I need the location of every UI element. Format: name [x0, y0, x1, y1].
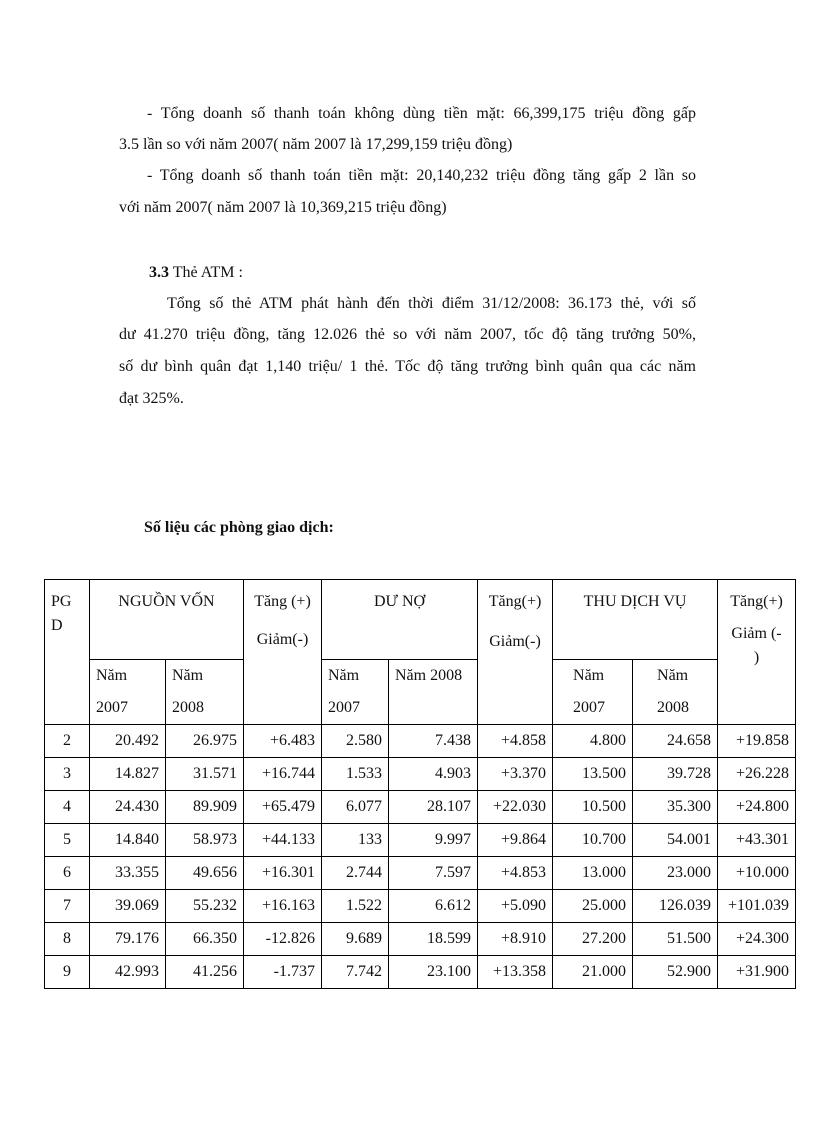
- cell-pgd: 4: [45, 791, 90, 824]
- cell-nv-2008: 31.571: [166, 758, 244, 791]
- paragraph-cash-line1: - Tổng doanh số thanh toán tiền mặt: 20,140,232 triệu đồng tăng gấp 2 lần so: [147, 167, 696, 184]
- cell-dn-change: +4.858: [478, 725, 553, 758]
- section-title: Thẻ ATM :: [172, 264, 243, 281]
- cell-dn-2008: 23.100: [389, 956, 478, 989]
- cell-dn-2008: 7.597: [389, 857, 478, 890]
- cell-dn-2007: 133: [322, 824, 389, 857]
- cell-dn-2007: 2.744: [322, 857, 389, 890]
- cell-pgd: 5: [45, 824, 90, 857]
- cell-nv-2008: 41.256: [166, 956, 244, 989]
- table-row: [45, 725, 796, 758]
- header-change-label-bottom: Giảm(-): [256, 631, 309, 648]
- subheader-nv-2007: Năm 2007: [90, 660, 166, 725]
- cell-dn-2008: 6.612: [389, 890, 478, 923]
- cell-nv-change: +44.133: [244, 824, 322, 857]
- cell-dn-2008: 28.107: [389, 791, 478, 824]
- cell-dv-change: +26.228: [718, 758, 796, 791]
- table-subheader-row: [45, 660, 796, 725]
- cell-dv-2007: 13.500: [553, 758, 633, 791]
- cell-dn-change: +9.864: [478, 824, 553, 857]
- cell-dv-change: +10.000: [718, 857, 796, 890]
- cell-nv-2007: 39.069: [90, 890, 166, 923]
- header-change-label-top: Tăng (+): [254, 593, 311, 610]
- subheader-nv-2008: Năm 2008: [166, 660, 244, 725]
- paragraph-noncash-line2: 3.5 lần so với năm 2007( năm 2007 là 17,299,159 triệu đồng): [119, 136, 513, 153]
- cell-nv-change: -1.737: [244, 956, 322, 989]
- cell-nv-2007: 24.430: [90, 791, 166, 824]
- subheader-dv-2008: Năm 2008: [633, 660, 718, 725]
- section-body-line4: đạt 325%.: [119, 390, 184, 407]
- cell-nv-change: +65.479: [244, 791, 322, 824]
- subheader-dn-2008: Năm 2008: [389, 660, 478, 725]
- cell-dv-2007: 13.000: [553, 857, 633, 890]
- table-row: [45, 791, 796, 824]
- section-heading: [149, 257, 243, 288]
- cell-nv-change: +16.163: [244, 890, 322, 923]
- cell-dv-2008: 24.658: [633, 725, 718, 758]
- cell-dv-2008: 35.300: [633, 791, 718, 824]
- header-change-label-top: Tăng(+): [730, 593, 783, 610]
- cell-pgd: 7: [45, 890, 90, 923]
- header-change-label-top: Tăng(+): [488, 593, 542, 610]
- cell-nv-2008: 58.973: [166, 824, 244, 857]
- header-du-no-change: [478, 580, 553, 725]
- section-number: 3.3: [149, 264, 169, 281]
- cell-dn-2007: 1.522: [322, 890, 389, 923]
- cell-dv-2008: 126.039: [633, 890, 718, 923]
- cell-pgd: 2: [45, 725, 90, 758]
- cell-nv-2008: 26.975: [166, 725, 244, 758]
- cell-nv-change: +6.483: [244, 725, 322, 758]
- cell-dn-change: +3.370: [478, 758, 553, 791]
- cell-dv-change: +101.039: [718, 890, 796, 923]
- cell-dv-change: +24.800: [718, 791, 796, 824]
- table-row: [45, 824, 796, 857]
- cell-dv-2007: 10.700: [553, 824, 633, 857]
- table-row: [45, 857, 796, 890]
- cell-dn-2007: 9.689: [322, 923, 389, 956]
- cell-nv-2007: 42.993: [90, 956, 166, 989]
- cell-nv-2008: 55.232: [166, 890, 244, 923]
- cell-nv-change: +16.744: [244, 758, 322, 791]
- subheader-dn-2007: Năm 2007: [322, 660, 389, 725]
- table-row: [45, 956, 796, 989]
- cell-dn-2007: 2.580: [322, 725, 389, 758]
- cell-dn-2008: 9.997: [389, 824, 478, 857]
- cell-nv-2008: 49.656: [166, 857, 244, 890]
- cell-dv-change: +43.301: [718, 824, 796, 857]
- header-thu-dich-vu: THU DỊCH VỤ: [553, 580, 718, 660]
- cell-dv-change: +24.300: [718, 923, 796, 956]
- cell-nv-2007: 33.355: [90, 857, 166, 890]
- header-nguon-von-change: [244, 580, 322, 725]
- cell-dv-2008: 52.900: [633, 956, 718, 989]
- cell-dv-2007: 4.800: [553, 725, 633, 758]
- cell-dv-2007: 25.000: [553, 890, 633, 923]
- subheader-dv-2007: Năm 2007: [553, 660, 633, 725]
- cell-nv-2008: 89.909: [166, 791, 244, 824]
- cell-dv-2007: 27.200: [553, 923, 633, 956]
- cell-dv-2008: 51.500: [633, 923, 718, 956]
- cell-dn-2008: 4.903: [389, 758, 478, 791]
- cell-pgd: 8: [45, 923, 90, 956]
- cell-dv-change: +19.858: [718, 725, 796, 758]
- cell-dn-2007: 1.533: [322, 758, 389, 791]
- cell-dv-change: +31.900: [718, 956, 796, 989]
- cell-dv-2007: 21.000: [553, 956, 633, 989]
- cell-nv-change: +16.301: [244, 857, 322, 890]
- cell-dn-change: +22.030: [478, 791, 553, 824]
- branch-data-table: [44, 579, 796, 989]
- header-change-label-bottom: Giảm (- ): [731, 625, 782, 666]
- table-row: [45, 890, 796, 923]
- section-body-line2: dư 41.270 triệu đồng, tăng 12.026 thẻ so với năm 2007, tốc độ tăng trưởng 50%,: [119, 326, 696, 343]
- paragraph-noncash-line1: - Tổng doanh số thanh toán không dùng tiền mặt: 66,399,175 triệu đồng gấp: [147, 105, 696, 122]
- cell-nv-change: -12.826: [244, 923, 322, 956]
- table-caption: Số liệu các phòng giao dịch:: [144, 519, 334, 536]
- cell-dn-change: +8.910: [478, 923, 553, 956]
- cell-dn-2008: 18.599: [389, 923, 478, 956]
- cell-dn-2007: 7.742: [322, 956, 389, 989]
- cell-dv-2008: 54.001: [633, 824, 718, 857]
- table-row: [45, 923, 796, 956]
- cell-nv-2008: 66.350: [166, 923, 244, 956]
- cell-dn-change: +5.090: [478, 890, 553, 923]
- cell-dv-2008: 39.728: [633, 758, 718, 791]
- cell-dv-2008: 23.000: [633, 857, 718, 890]
- header-dich-vu-change: [718, 580, 796, 725]
- cell-dn-2008: 7.438: [389, 725, 478, 758]
- cell-dn-change: +4.853: [478, 857, 553, 890]
- cell-nv-2007: 20.492: [90, 725, 166, 758]
- table-header-row: [45, 580, 796, 660]
- cell-dn-2007: 6.077: [322, 791, 389, 824]
- header-du-no: DƯ NỢ: [322, 580, 478, 660]
- section-body-line1: Tổng số thẻ ATM phát hành đến thời điểm 31/12/2008: 36.173 thẻ, với số: [167, 295, 696, 312]
- header-nguon-von: NGUỒN VỐN: [90, 580, 244, 660]
- cell-nv-2007: 14.827: [90, 758, 166, 791]
- header-change-label-bottom: Giảm(-): [489, 633, 541, 650]
- cell-dv-2007: 10.500: [553, 791, 633, 824]
- section-body-line3: số dư bình quân đạt 1,140 triệu/ 1 thẻ. Tốc độ tăng trưởng bình quân qua các năm: [119, 358, 696, 375]
- cell-nv-2007: 14.840: [90, 824, 166, 857]
- cell-dn-change: +13.358: [478, 956, 553, 989]
- table-row: [45, 758, 796, 791]
- cell-pgd: 6: [45, 857, 90, 890]
- cell-pgd: 3: [45, 758, 90, 791]
- cell-pgd: 9: [45, 956, 90, 989]
- header-pgd: PG D: [45, 580, 90, 725]
- cell-nv-2007: 79.176: [90, 923, 166, 956]
- paragraph-cash-line2: với năm 2007( năm 2007 là 10,369,215 triệu đồng): [119, 199, 447, 216]
